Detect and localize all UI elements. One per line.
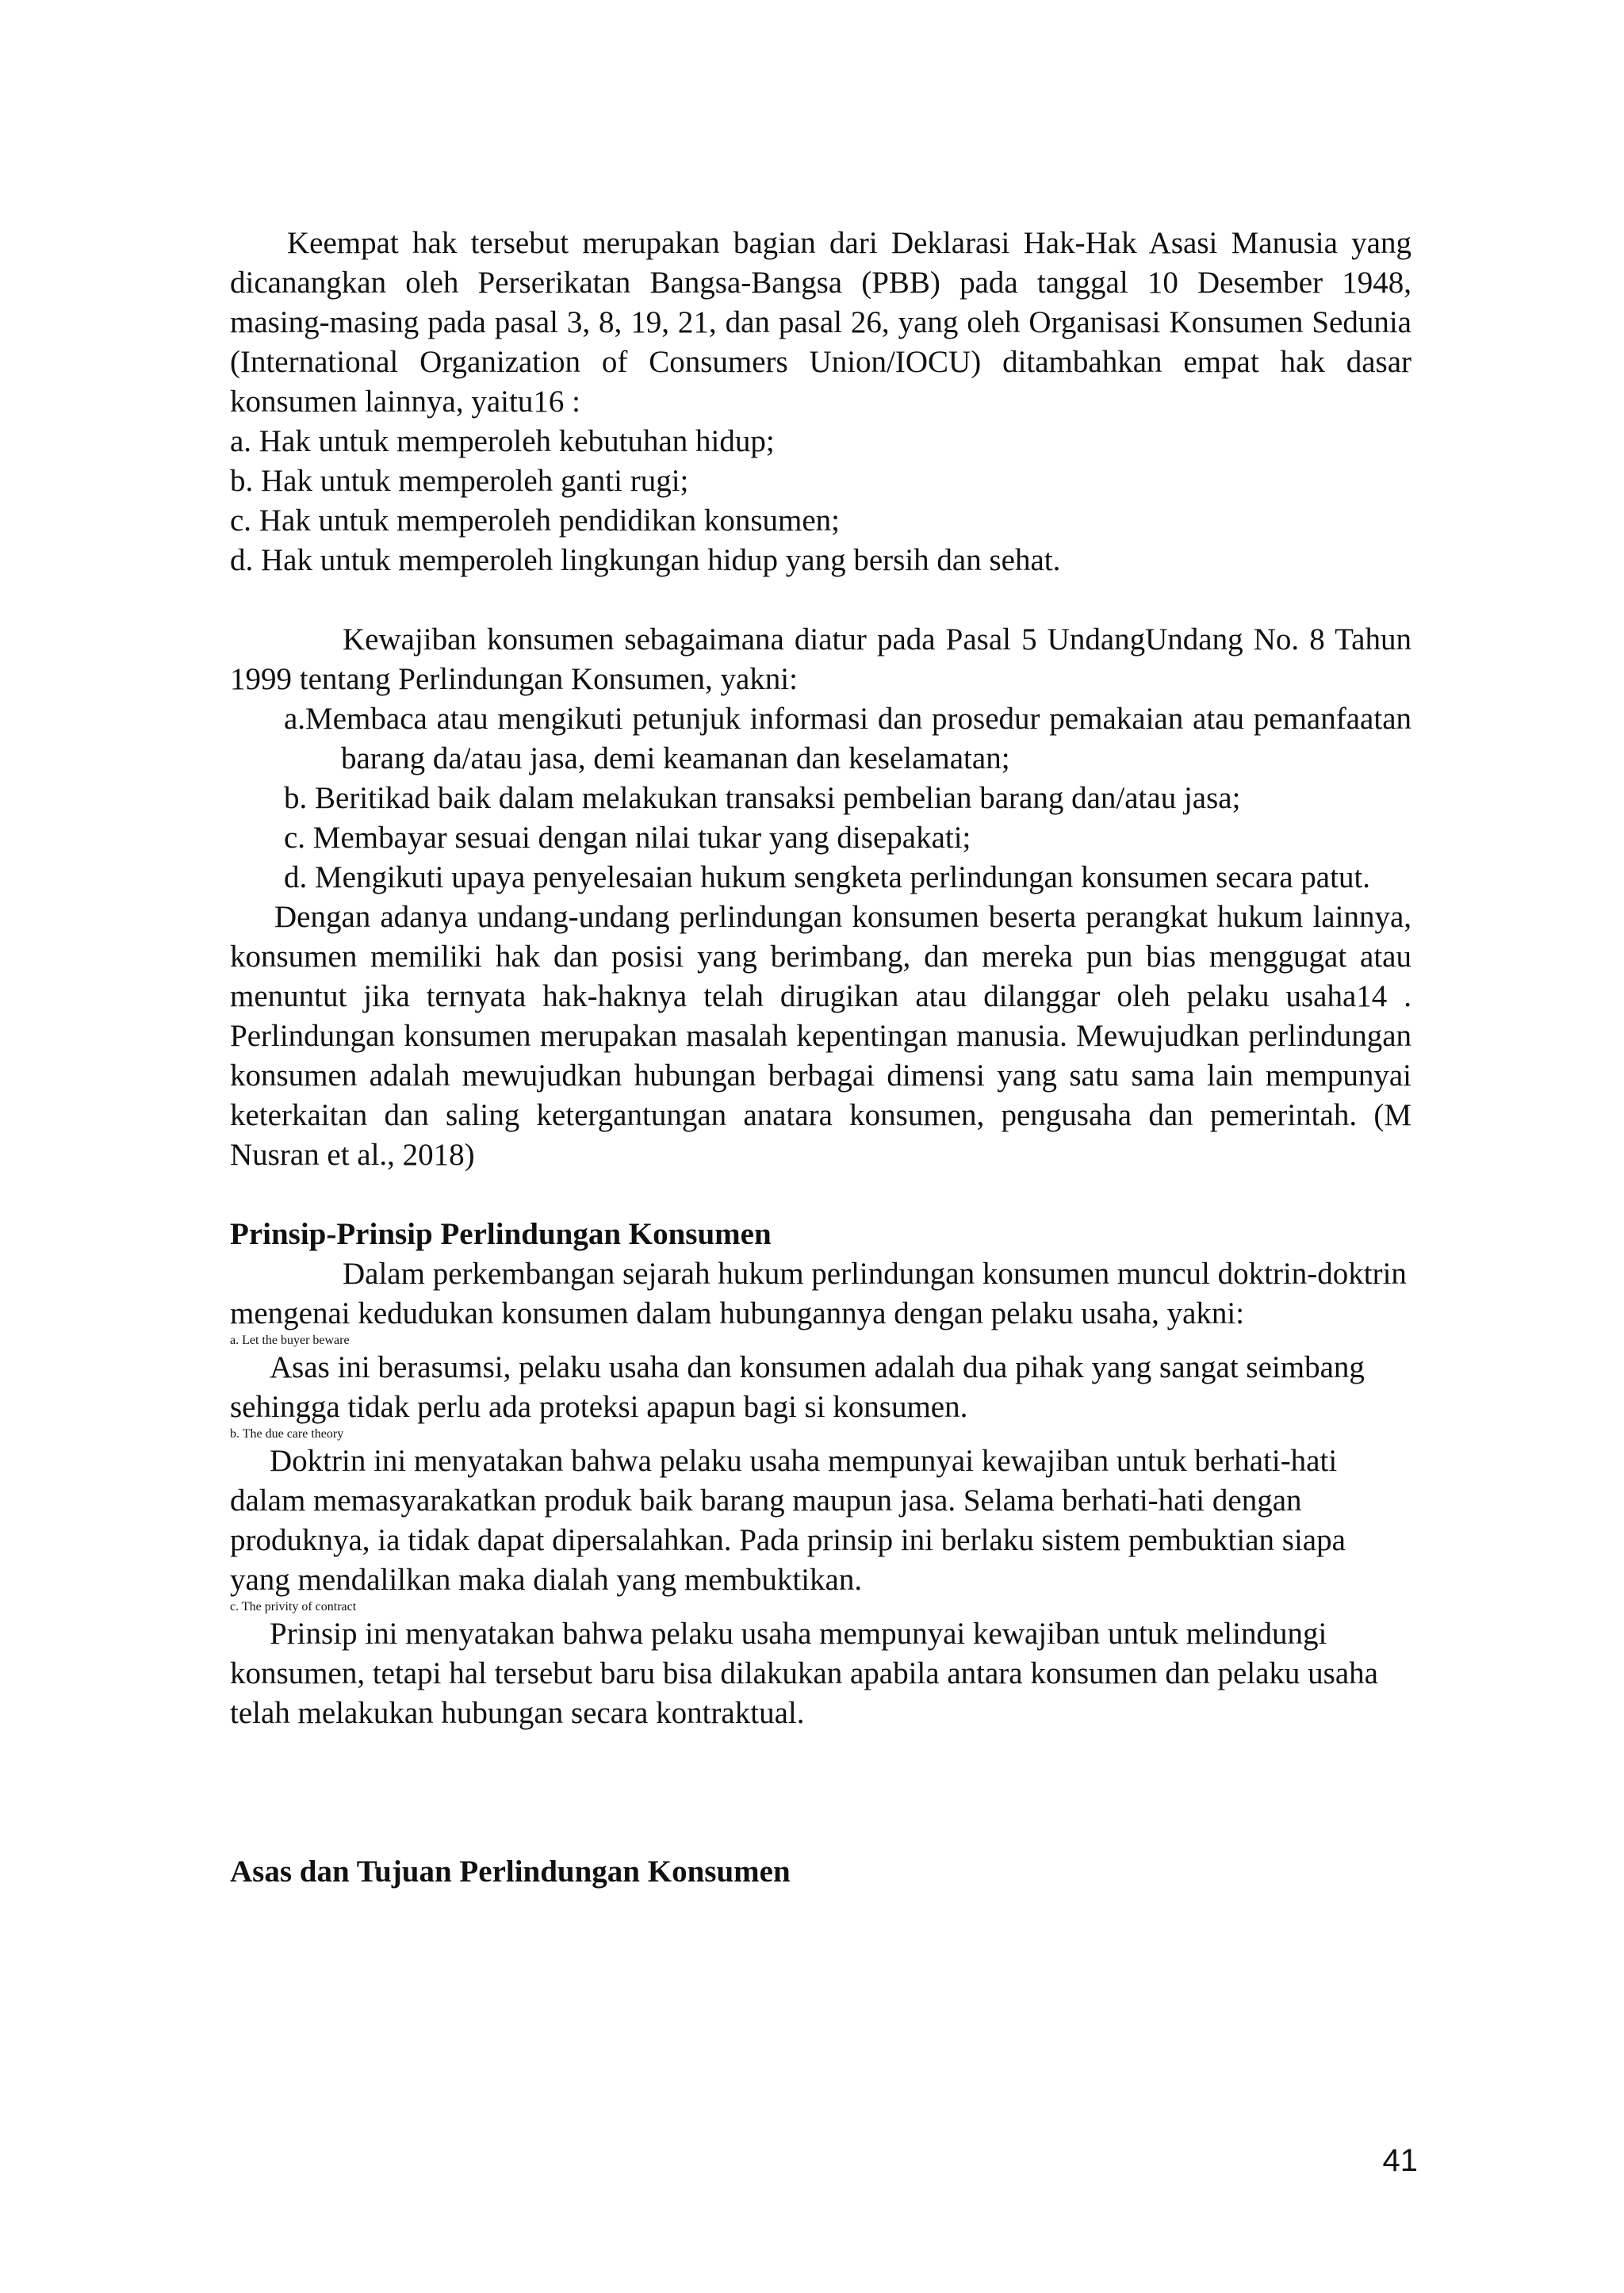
list-item: b. Beritikad baik dalam melakukan transaksi pembelian barang dan/atau jasa; — [284, 781, 1241, 815]
paragraph-universal-declaration: Keempat hak tersebut merupakan bagian dari Deklarasi Hak-Hak Asasi Manusia yang dicanangkan oleh Perserikatan Bangsa-Bangsa (PBB) pada tanggal 10 Desember 1948, masing-masing pada pasal 3, 8, 19, 21, dan pasal 26, yang oleh Organisasi Konsumen Sedunia (International Organization of Consumers Union/IOCU) ditambahkan empat hak dasar konsumen lainnya, yaitu16 : — [230, 226, 1411, 419]
spacer — [230, 580, 1411, 620]
spacer — [230, 1175, 1411, 1215]
principle-label: b. The due care theory — [230, 1427, 344, 1441]
principle-description: Asas ini berasumsi, pelaku usaha dan konsumen adalah dua pihak yang sangat seimbang sehingga tidak perlu ada proteksi apapun bagi si konsumen. — [230, 1350, 1365, 1424]
section-heading-principles: Prinsip-Prinsip Perlindungan Konsumen — [230, 1217, 772, 1251]
list-item: d. Hak untuk memperoleh lingkungan hidup yang bersih dan sehat. — [230, 543, 1061, 577]
principle-description: Doktrin ini menyatakan bahwa pelaku usaha mempunyai kewajiban untuk berhati-hati dalam memasyarakatkan produk baik barang maupun jasa. Selama berhati-hati dengan produknya, ia tidak dapat dipersalahkan. Pada prinsip ini berlaku sistem pembuktian siapa yang mendalilkan maka dialah yang membuktikan. — [230, 1444, 1346, 1597]
paragraph-obligations-intro: Kewajiban konsumen sebagaimana diatur pada Pasal 5 UndangUndang No. 8 Tahun 1999 tentang Perlindungan Konsumen, yakni: — [230, 622, 1411, 696]
paragraph-protection-law: Dengan adanya undang-undang perlindungan konsumen beserta perangkat hukum lainnya, konsumen memiliki hak dan posisi yang berimbang, dan mereka pun bias menggugat atau menuntut jika ternyata hak-haknya telah dirugikan atau dilanggar oleh pelaku usaha14 . Perlindungan konsumen merupakan masalah kepentingan manusia. Mewujudkan perlindungan konsumen adalah mewujudkan hubungan berbagai dimensi yang satu sama lain mempunyai keterkaitan dan saling ketergantungan anatara konsumen, pengusaha dan pemerintah. (M Nusran et al., 2018) — [230, 900, 1411, 1172]
spacer — [230, 1733, 1411, 1773]
list-item: c. Hak untuk memperoleh pendidikan konsumen; — [230, 503, 840, 538]
principle-label: c. The privity of contract — [230, 1600, 357, 1614]
paragraph-doctrines-intro: Dalam perkembangan sejarah hukum perlindungan konsumen muncul doktrin-doktrin mengenai kedudukan konsumen dalam hubungannya dengan pelaku usaha, yakni: — [230, 1257, 1407, 1330]
consumer-rights-list — [230, 422, 1411, 580]
page-body — [230, 224, 1411, 1892]
list-item: a.Membaca atau mengikuti petunjuk informasi dan prosedur pemakaian atau pemanfaatan barang da/atau jasa, demi keamanan dan keselamatan; — [284, 702, 1411, 775]
principle-label: a. Let the buyer beware — [230, 1334, 350, 1347]
list-item: a. Hak untuk memperoleh kebutuhan hidup; — [230, 424, 775, 458]
spacer — [230, 1773, 1411, 1813]
principle-description: Prinsip ini menyatakan bahwa pelaku usaha mempunyai kewajiban untuk melindungi konsumen, tetapi hal tersebut baru bisa dilakukan apabila antara konsumen dan pelaku usaha telah melakukan hubungan secara kontraktual. — [230, 1617, 1378, 1730]
spacer — [230, 1813, 1411, 1852]
list-item: b. Hak untuk memperoleh ganti rugi; — [230, 464, 689, 498]
list-item: c. Membayar sesuai dengan nilai tukar yang disepakati; — [284, 821, 971, 855]
page-number: 41 — [1382, 2143, 1418, 2178]
consumer-obligations-list — [230, 699, 1411, 898]
list-item: d. Mengikuti upaya penyelesaian hukum sengketa perlindungan konsumen secara patut. — [284, 860, 1371, 894]
section-heading-principles-and-goals: Asas dan Tujuan Perlindungan Konsumen — [230, 1855, 791, 1889]
